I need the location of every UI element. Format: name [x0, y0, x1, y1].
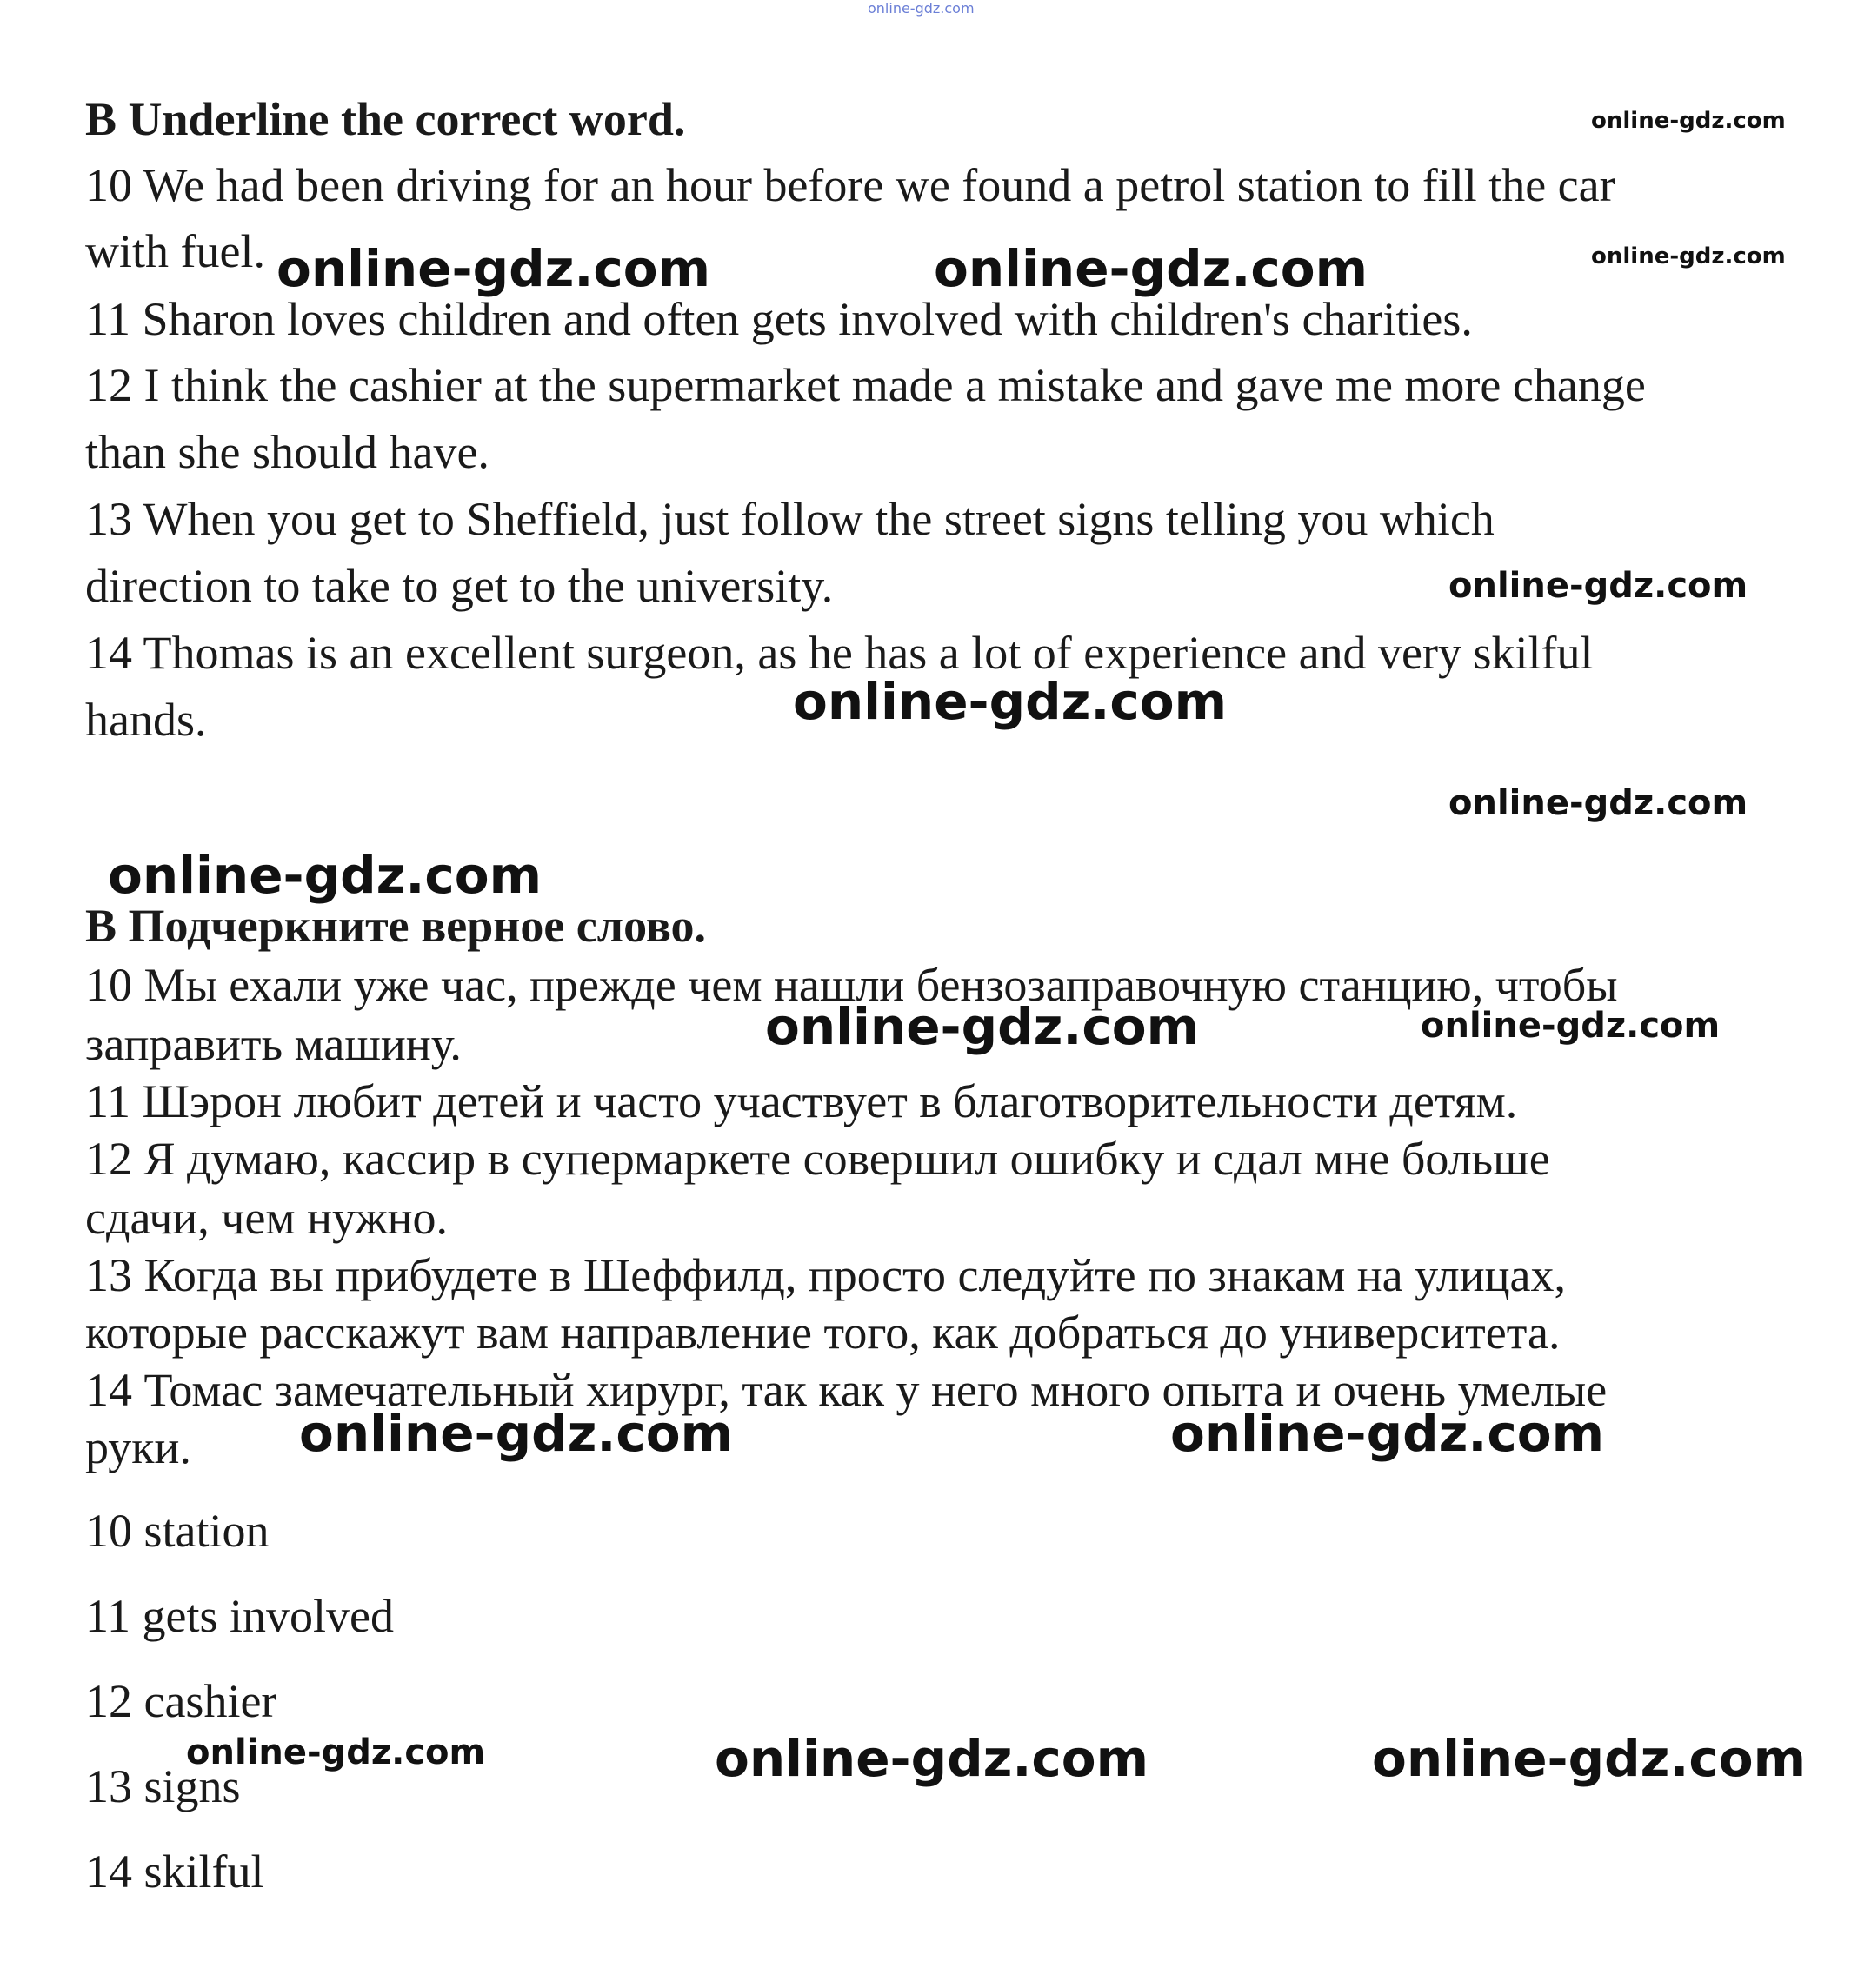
watermark: online-gdz.com [765, 997, 1200, 1056]
english-line: 13 When you get to Sheffield, just follow the street signs telling you which [85, 493, 1495, 545]
english-line: 11 Sharon loves children and often gets involved with children's charities. [85, 293, 1473, 345]
watermark: online-gdz.com [1372, 1729, 1807, 1788]
russian-line: сдачи, чем нужно. [85, 1192, 448, 1244]
answer-item: 14 skilful [85, 1845, 264, 1898]
watermark: online-gdz.com [299, 1404, 734, 1463]
watermark: online-gdz.com [1421, 1006, 1721, 1046]
russian-line: заправить машину. [85, 1018, 462, 1070]
english-line: 14 Thomas is an excellent surgeon, as he has a lot of experience and very skilful [85, 627, 1594, 679]
russian-line: 13 Когда вы прибудете в Шеффилд, просто следуйте по знакам на улицах, [85, 1249, 1566, 1301]
russian-line: 12 Я думаю, кассир в супермаркете совершил ошибку и сдал мне больше [85, 1133, 1550, 1185]
russian-line: которые расскажут вам направление того, как добраться до университета. [85, 1306, 1561, 1359]
answer-item: 10 station [85, 1505, 270, 1557]
english-line: hands. [85, 694, 207, 746]
watermark: online-gdz.com [276, 239, 711, 298]
russian-line: руки. [85, 1421, 191, 1473]
english-heading: B Underline the correct word. [85, 93, 686, 145]
russian-line: 11 Шэрон любит детей и часто участвует в благотворительности детям. [85, 1075, 1518, 1127]
english-line: 10 We had been driving for an hour before we found a petrol station to fill the car [85, 159, 1615, 211]
answer-item: 12 cashier [85, 1675, 277, 1727]
english-line: than she should have. [85, 426, 489, 478]
watermark: online-gdz.com [1448, 566, 1748, 606]
watermark-top: online-gdz.com [868, 0, 975, 17]
watermark: online-gdz.com [1170, 1404, 1605, 1463]
english-line: direction to take to get to the university. [85, 560, 834, 612]
watermark: online-gdz.com [934, 239, 1368, 298]
russian-line: 14 Томас замечательный хирург, так как у него много опыта и очень умелые [85, 1364, 1608, 1416]
english-line: 12 I think the cashier at the supermarket made a mistake and gave me more change [85, 359, 1646, 411]
watermark: online-gdz.com [793, 672, 1228, 731]
english-line: with fuel. [85, 225, 265, 277]
answer-item: 11 gets involved [85, 1590, 394, 1642]
watermark: online-gdz.com [186, 1732, 486, 1772]
watermark: online-gdz.com [1448, 783, 1748, 823]
answer-item: 13 signs [85, 1760, 241, 1812]
watermark: online-gdz.com [1591, 243, 1786, 269]
watermark: online-gdz.com [108, 846, 543, 905]
russian-heading: В Подчеркните верное слово. [85, 900, 707, 952]
watermark: online-gdz.com [715, 1729, 1149, 1788]
watermark: online-gdz.com [1591, 108, 1786, 134]
russian-line: 10 Мы ехали уже час, прежде чем нашли бензозаправочную станцию, чтобы [85, 959, 1618, 1011]
